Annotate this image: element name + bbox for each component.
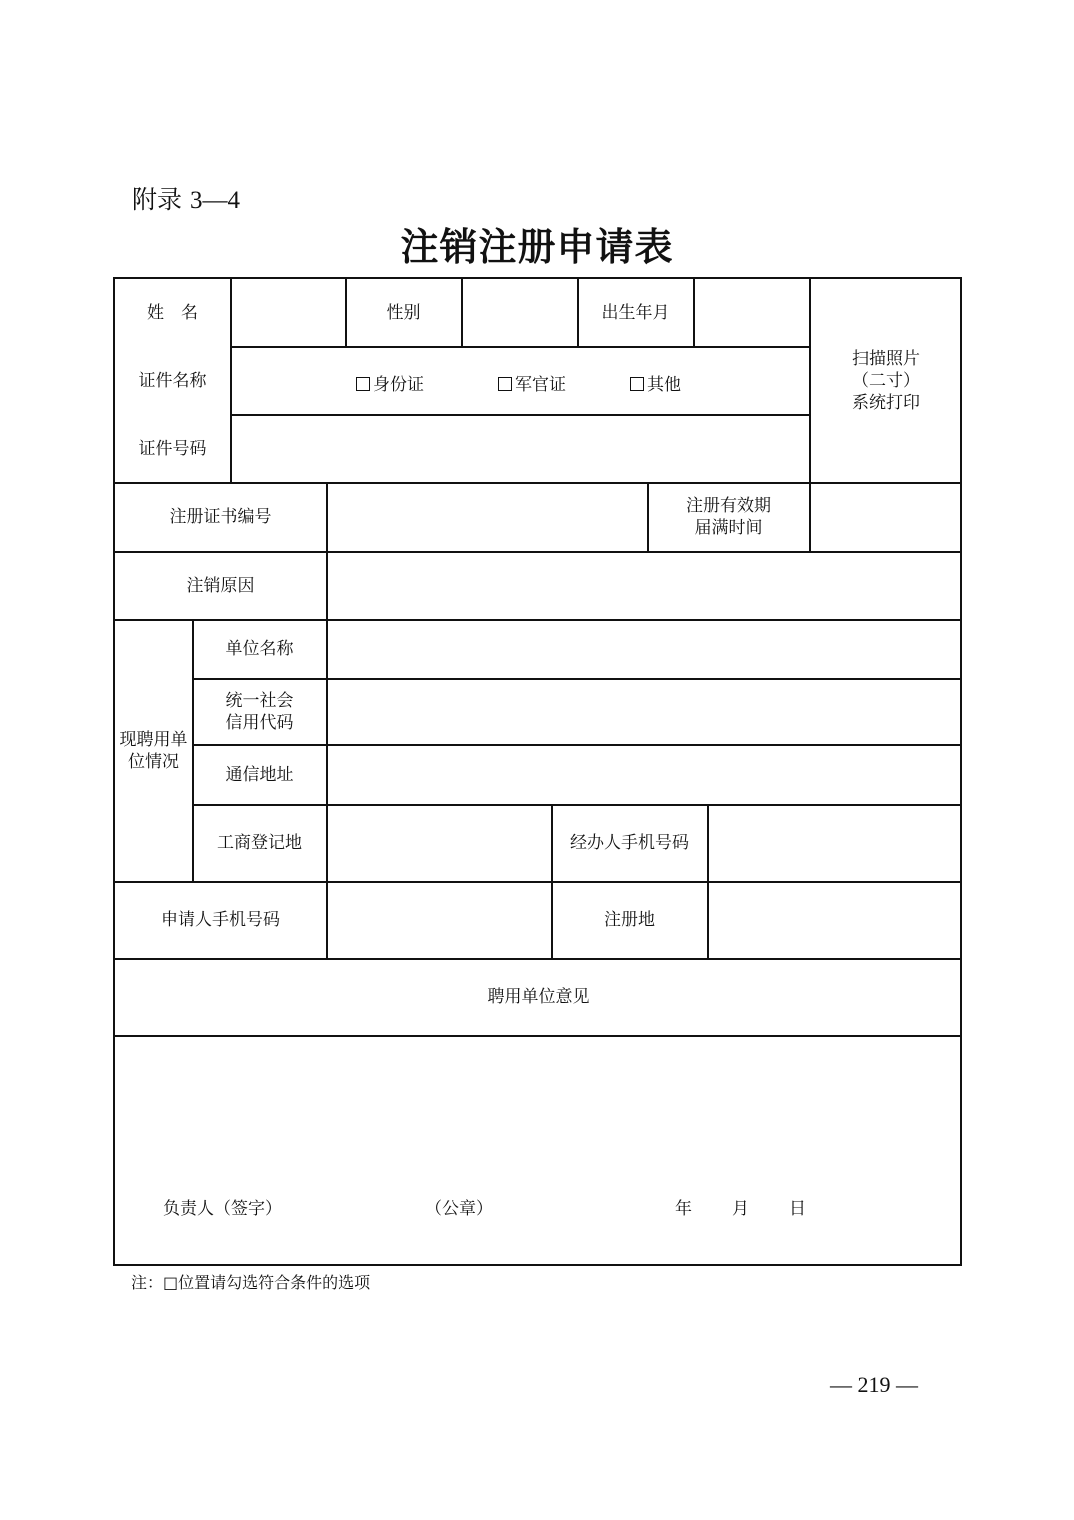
- unit-name-label: 单位名称: [225, 639, 294, 659]
- photo-label-line1: 扫描照片: [852, 348, 920, 369]
- cancel-reason-field[interactable]: [327, 552, 962, 619]
- seal-label: （公章）: [425, 1199, 493, 1219]
- credit-code-line1: 统一社会: [225, 690, 294, 711]
- unit-name-field[interactable]: [327, 620, 962, 678]
- month-label: 月: [732, 1199, 749, 1219]
- name-field[interactable]: [231, 279, 345, 347]
- register-place-field[interactable]: [708, 882, 962, 958]
- checkbox-idcard[interactable]: [356, 377, 370, 391]
- name-label: 姓 名: [147, 303, 198, 323]
- checkbox-other[interactable]: [630, 377, 644, 391]
- expiry-label-line2: 届满时间: [694, 518, 763, 538]
- credit-code-line2: 信用代码: [225, 712, 294, 733]
- id-option-other[interactable]: [630, 370, 681, 395]
- expiry-field[interactable]: [810, 483, 962, 551]
- gender-label: 性别: [386, 303, 421, 323]
- applicant-phone-label: 申请人手机号码: [161, 910, 280, 930]
- registration-place-label: 工商登记地: [217, 833, 302, 853]
- cert-number-label: 注册证书编号: [169, 507, 272, 527]
- page-number: — 219 —: [830, 1372, 918, 1397]
- id-number-label: 证件号码: [138, 438, 207, 459]
- birth-label: 出生年月: [601, 303, 670, 323]
- id-option-other-label: 其他: [647, 375, 681, 395]
- signature-label: 负责人（签字）: [163, 1199, 282, 1219]
- id-option-officer-label: 军官证: [515, 375, 566, 395]
- credit-code-field[interactable]: [327, 679, 962, 744]
- gender-field[interactable]: [462, 279, 577, 347]
- employer-section-line1: 现聘用单: [119, 729, 188, 750]
- id-option-idcard-label: 身份证: [373, 375, 424, 395]
- employer-opinion-label: 聘用单位意见: [487, 987, 590, 1007]
- id-type-label: 证件名称: [138, 370, 207, 391]
- appendix-prefix: 附录: [132, 185, 183, 214]
- application-form: [113, 277, 962, 1266]
- address-field[interactable]: [327, 745, 962, 804]
- id-option-officer[interactable]: [498, 370, 566, 395]
- applicant-phone-field[interactable]: [327, 882, 551, 958]
- photo-box: [810, 279, 962, 482]
- birth-field[interactable]: [694, 279, 809, 347]
- registration-place-field[interactable]: [327, 805, 551, 881]
- cancel-reason-label: 注销原因: [186, 575, 255, 596]
- id-number-field[interactable]: [231, 415, 809, 482]
- cert-number-field[interactable]: [327, 483, 647, 551]
- day-label: 日: [789, 1199, 806, 1219]
- expiry-label: [648, 483, 809, 551]
- employer-section-line2: 位情况: [128, 751, 179, 772]
- expiry-label-line1: 注册有效期: [686, 496, 771, 516]
- page-title: 注销注册申请表: [400, 224, 674, 269]
- handler-phone-field[interactable]: [708, 805, 962, 881]
- appendix-number: 3—4: [189, 187, 240, 214]
- address-label: 通信地址: [225, 764, 294, 785]
- photo-label-line2: （二寸）: [852, 370, 920, 391]
- footnote: 注：□位置请勾选符合条件的选项: [131, 1273, 371, 1292]
- photo-label-line3: 系统打印: [852, 392, 920, 413]
- handler-phone-label: 经办人手机号码: [570, 833, 689, 853]
- appendix-label: [132, 180, 240, 216]
- checkbox-officer[interactable]: [498, 377, 512, 391]
- credit-code-label: [193, 679, 326, 744]
- employer-section-label: [115, 620, 192, 881]
- id-option-idcard[interactable]: [356, 370, 424, 395]
- employer-opinion-field[interactable]: [115, 1036, 962, 1264]
- year-label: 年: [675, 1199, 692, 1219]
- register-place-label: 注册地: [604, 910, 655, 930]
